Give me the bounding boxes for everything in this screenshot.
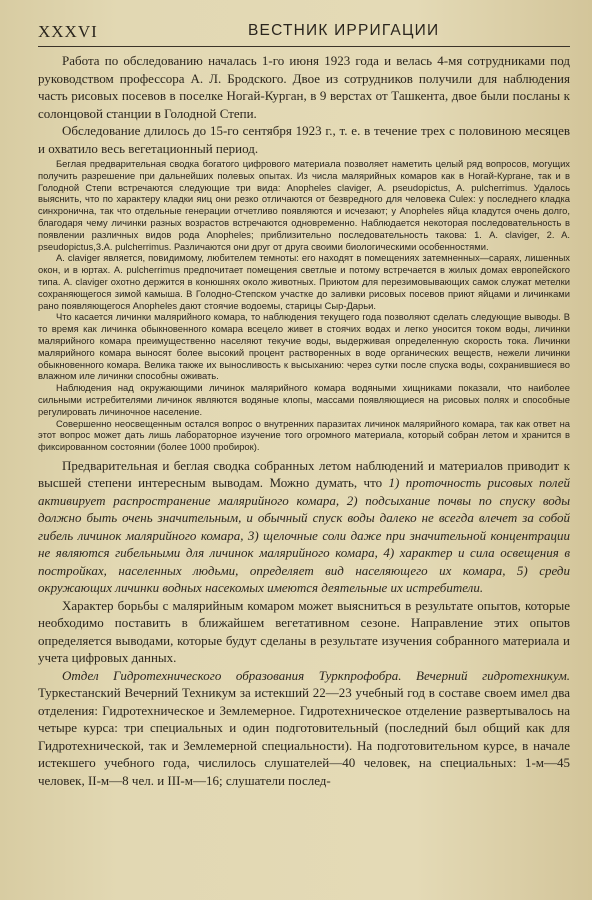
- department-title: Отдел Гидротехнического образования Туркпрофобра. Вечерний гидротехникум.: [62, 667, 570, 683]
- paragraph-preliminary-summary: Беглая предварительная сводка богатого цифрового материала позволяет наметить целый ряд вопросов, могущих получить разрешение при дальнейших полевых опытах. Из числа малярийных комаров как в Ногай-Кургане, так и в Голодной Степи встречаются следующие три вида: Anopheles claviger, A. pseudopictus, A. pulcherrimus. Удалось выяснить, что по характеру кладки яиц они резко отличаются от безвредного для человека Culex: у последнего кладка синхронична, так что отдельные генерации отчетливо появляются и исчезают; у Anopheles яйца кладутся очень долго, благодаря чему личинки разных возрастов встречаются одновременно. Наблюдается некоторая последовательность в появлении различных видов рода Anopheles; приблизительно последовательность такова: 1. A. claviger, 2. A. pseudopictus,3.A. pulcherrimus. Различаются они друг от друга своими биологическими особенностями.: [38, 158, 570, 252]
- conclusions-intro: Предварительная и беглая сводка собранных летом наблюдений и материалов приводит к высшей степени интересным выводам. Можно думать, что: [38, 457, 570, 491]
- paragraph-predators: Наблюдения над окружающими личинок малярийного комара водяными хищниками показали, что наиболее сильными истребителями личинок являются водяные клопы, массами появляющиеся на рисовых полях и способные регулировать личиночное население.: [38, 382, 570, 417]
- paragraph-survey-start: Работа по обследованию началась 1-го июня 1923 года и велась 4-мя сотрудниками под руководством профессора А. Л. Бродского. Двое из сотрудников получили для наблюдения часть рисовых посевов в поселке Ногай-Курган, в 9 верстах от Ташкента, двое были посланы к солонцовой станции в Голодной Степи.: [38, 53, 570, 121]
- article-body: [38, 52, 570, 789]
- paragraph-larvae: Что касается личинки малярийного комара, то наблюдения текущего года позволяют сделать следующие выводы. В то время как личинка обыкновенного комара всецело живет в стоячих водах и легко уносится током воды, личинки малярийного комара преимущественно населяют текучие воды, выдерживая определенную скорость тока. Личинки малярийного комара выносят более высокий процент растворенных в воде органических веществ, нежели личинки обыкновенного комара. Велика также их выносливость к высыханию: через сутки после спуска воды, сохранившиеся во влажном иле личинки способны оживать.: [38, 311, 570, 382]
- paragraph-control-methods: Характер борьбы с малярийным комаром может выясниться в результате опытов, которые необходимо поставить в ближайшем вегетативном сезоне. Направление этих опытов определяется выводами, которые будут сделаны в результате изучения собранного материала и учета цифровых данных.: [38, 597, 570, 666]
- paragraph-survey-duration: Обследование длилось до 15-го сентября 1923 г., т. е. в течение трех с половиною месяцев и охватило весь вегетационный период.: [38, 123, 570, 156]
- page-header: [38, 20, 570, 47]
- journal-title: ВЕСТНИК ИРРИГАЦИИ: [248, 22, 440, 39]
- paragraph-parasites: Совершенно неосвещенным остался вопрос о внутренних паразитах личинок малярийного комара, так как ответ на этот вопрос может дать лишь лабораторное изучение того огромного материала, который собран летом и хранится в фиксированном состоянии (более 1000 пробирок).: [38, 417, 570, 453]
- department-text: Туркестанский Вечерний Техникум за истекший 22—23 учебный год в составе своем имел два отделения: Гидротехническое и Землемерное. Гидротехническое отделение развертывалось на четыре курса: три специальных и один подготовительный (последний был общий как для Гидротехнической, так и Землемерной специальности). На подготовительном курсе, в начале истекшего учебного года, числилось слушателей—40 человек, на специальных: 1-м—45 человек, II-м—8 чел. и III-м—16; слушатели послед-: [38, 685, 570, 788]
- paragraph-claviger: A. claviger является, повидимому, любителем темноты: его находят в помещениях затемненных—сараях, лишенных окон, и в юртах. A. pulcherrimus предпочитает помещения светлые и потому встречается в жилых домах европейского типа. A. claviger охотно держится в конюшнях около животных. Приютом для перезимовывающих самок служат метелки сохраняющегося зимой камыша. В Голодно-Степском участке до заливки рисовых посевов приют яйцами и личинками рано появляющегося Anopheles дают стоячие водоемы, старицы Сыр-Дарьи.: [38, 252, 570, 311]
- paragraph-conclusions: [38, 457, 570, 597]
- paragraph-technical-school: [38, 667, 570, 790]
- conclusions-list: 1) проточность рисовых полей активирует распространение малярийного комара, 2) подсыхание почвы по спуску воды должно быть очень значительным, и обычный спуск воды далеко не всегда влечет за собой гибель личинок малярийного комара, 3) щелочные соли даже при значительной концентрации не являются гибельными для личинок малярийного комара, 4) характер и сила освещения в постройках, населенных людьми, определяет вид населяющего их комара, 5) среди окружающих личинки водных насекомых имеются деятельные их истребители.: [38, 475, 570, 596]
- page-number: XXXVI: [38, 22, 98, 41]
